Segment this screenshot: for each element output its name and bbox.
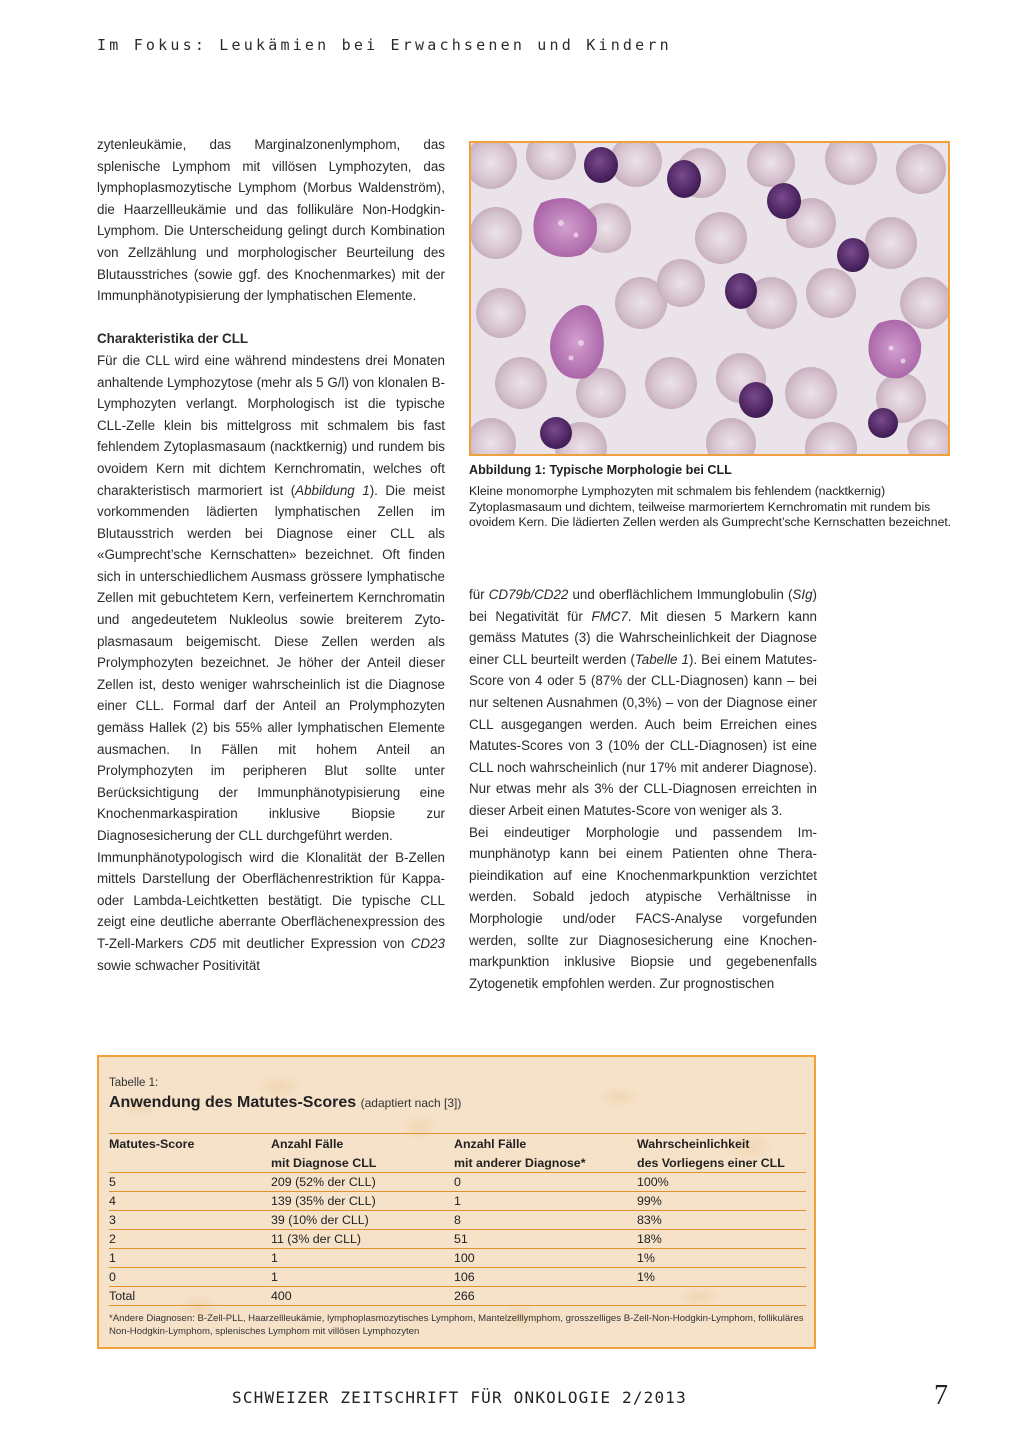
right-column bbox=[469, 584, 817, 994]
table-row: 1 1 100 1% bbox=[109, 1249, 806, 1268]
table-row: 2 11 (3% der CLL) 51 18% bbox=[109, 1230, 806, 1249]
table-label: Tabelle 1: bbox=[109, 1077, 159, 1089]
table-row: 0 1 106 1% bbox=[109, 1268, 806, 1287]
table-reference[interactable]: Tabelle 1 bbox=[634, 651, 689, 667]
table-header: Anzahl Fälle bbox=[271, 1134, 454, 1154]
figure-caption-text: Kleine monomorphe Lymphozyten mit schmalem bis fehlendem (nacktkernig) Zytoplasmasaum und dichtem, teilweise marmoriertem Kernchromatin mit rundem bis ovoidem Kern. Die lädierten Zellen werden als Gumprecht’sche Kernschatten bezeichnet. bbox=[469, 484, 952, 530]
table-header: Anzahl Fälle bbox=[454, 1134, 637, 1154]
intro-paragraph: zytenleukämie, das Marginalzonenlymphom, das splenische Lymphom mit villösen Lymphozyten, das lymphoplasmozytische Lymphom (Morbus Waldenström), die Haarzellleukämie und das follikuläre Non-Hodgkin-Lymphom. Die Unterscheidung gelingt durch Kombination von Zellzählung und morphologischer Beurteilung des Blutausstriches (sowie ggf. des Knochenmarkes) mit der Immunphänotypisierung der lymphatischen Elemente. bbox=[97, 137, 445, 304]
table-row: 4 139 (35% der CLL) 1 99% bbox=[109, 1192, 806, 1211]
table-header bbox=[109, 1153, 271, 1173]
table-header: mit anderer Diagnose* bbox=[454, 1155, 586, 1170]
table-header: Wahrscheinlichkeit bbox=[637, 1134, 806, 1154]
table-title: Anwendung des Matutes-Scores (adaptiert nach [3]) bbox=[109, 1094, 462, 1111]
table-matutes-box bbox=[97, 1055, 816, 1349]
paragraph-immunophenotype: Immunphänotypologisch wird die Klonalität der B-Zellen mittels Darstellung der Oberflächenrestriktion für Kappa- oder Lambda-Leichtketten bestätigt. Die typische CLL zeigt eine deutliche aberrante Oberflächenexpression des T-Zell-Markers CD5 mit deutlicher Expression von CD23 sowie schwacher Positivität bbox=[97, 849, 446, 973]
section-heading: Charakteristika der CLL bbox=[97, 331, 249, 347]
figure-reference[interactable]: Abbildung 1 bbox=[295, 482, 370, 498]
left-column bbox=[97, 134, 445, 976]
paragraph-cll-characteristics: Für die CLL wird eine während mindestens drei Monaten anhaltende Lymphozytose (mehr als 5 G/l) von klonalen B-Lymphozyten verlangt. Morphologisch ist die typische CLL-Zelle klein bis mittelgross mit schmalem bis fast fehlendem Zytoplasmasaum (nacktkernig) und rundem bis ovoidem Kern mit dichtem Kernchromatin, welches oft charakteristisch marmoriert ist (Abbildung 1). Die meist vorkommenden lädierten lymphatischen Zellen im Blutausstrich werden bei Diagnose einer CLL als «Gumprecht’sche Kernschatten» bezeichnet. Oft finden sich in unterschiedlichem Ausmass grössere lymphatische Zellen mit gebuchtetem Kern, verfeinertem Kernchromatin und angedeutetem Nukleolus sowie breiterem Zytoplasmasaum beigemischt. Diese Zellen werden als Prolymphozyten bezeichnet. Je höher der Anteil dieser Zellen ist, desto weniger wahrscheinlich ist die Diagnose einer CLL. Formal darf der Anteil an Prolymphozyten gemäss Hallek (2) bis 55% aller lymphatischen Elemente ausmachen. In Fällen mit hohem Anteil an Prolymphozyten im peripheren Blut sollte unter Berücksichtigung der Immunphänotypisierung eine Knochenmarkaspiration inklusive Biopsie zur Diagnosesicherung der CLL durchgeführt werden. bbox=[97, 352, 445, 843]
table-header: mit Diagnose CLL bbox=[271, 1155, 377, 1170]
journal-footer: SCHWEIZER ZEITSCHRIFT FÜR ONKOLOGIE 2/2013 bbox=[232, 1388, 687, 1407]
paragraph-bone-marrow: Bei eindeutiger Morphologie und passendem Immunphänotyp kann bei einem Patienten ohne Therapieindikation auf eine Knochenmarkpunktion verzichtet werden. Sobald jedoch atypische Verhältnisse in Morphologie und/oder FACS-Analyse vorgefunden werden, sollte zur Diagnosesicherung eine Knochenmarkpunktion inklusive Biopsie und gegebenenfalls Zytogenetik empfohlen werden. Zur prognostischen bbox=[469, 824, 817, 991]
table-header: des Vorliegens einer CLL bbox=[637, 1155, 785, 1170]
paragraph-matutes: für CD79b/CD22 und oberflächlichem Immunglobulin (SIg) bei Negativität für FMC7. Mit diesen 5 Markern kann gemäss Matutes (3) die Wahrscheinlichkeit der Diagnose einer CLL beurteilt werden (Tabelle 1). Bei einem Matutes-Score von 4 oder 5 (87% der CLL-Diagnosen) kann – bei nur seltenen Ausnahmen (0,3%) – von der Diagnose einer CLL ausgegangen werden. Auch beim Erreichen eines Matutes-Scores von 3 (10% der CLL-Diagnosen) ist eine CLL noch wahrscheinlich (nur 17% mit anderer Diagnose). Nur etwas mehr als 3% der CLL-Diagnosen erreichten in dieser Arbeit einen Matutes-Score von weniger als 3. bbox=[469, 587, 817, 818]
table-row-total: Total 400 266 bbox=[109, 1287, 806, 1306]
table-footnote: *Andere Diagnosen: B-Zell-PLL, Haarzellleukämie, lymphoplasmozytisches Lymphom, Mantelzelllymphom, grosszelliges B-Zell-Non-Hodgkin-Lymphom, follikuläres Non-Hodgkin-Lymphom, splenisches Lymphom mit villösen Lymphozyten bbox=[109, 1313, 804, 1337]
figure-caption bbox=[469, 463, 953, 531]
table-header: Matutes-Score bbox=[109, 1134, 271, 1154]
table-row: 5 209 (52% der CLL) 0 100% bbox=[109, 1173, 806, 1192]
figure-title: Abbildung 1: Typische Morphologie bei CLL bbox=[469, 463, 732, 477]
page-number: 7 bbox=[934, 1380, 948, 1411]
running-head: Im Fokus: Leukämien bei Erwachsenen und Kindern bbox=[97, 36, 672, 54]
table-row: 3 39 (10% der CLL) 8 83% bbox=[109, 1211, 806, 1230]
micrograph-figure bbox=[469, 141, 950, 456]
blood-smear-image bbox=[471, 143, 948, 454]
table-subtitle: (adaptiert nach [3]) bbox=[360, 1096, 462, 1110]
matutes-table bbox=[109, 1133, 806, 1306]
